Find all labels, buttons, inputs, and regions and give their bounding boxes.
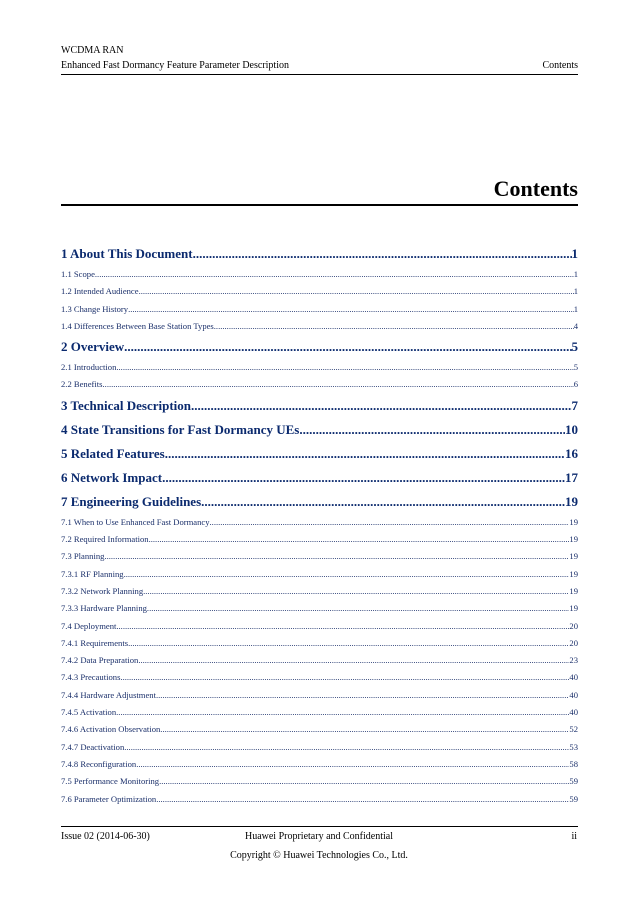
toc-section-link[interactable]	[61, 756, 578, 773]
header-divider	[61, 74, 578, 75]
toc-leader-dots	[143, 583, 569, 600]
footer-proprietary: Huawei Proprietary and Confidential	[244, 831, 393, 842]
toc-entry-label: 7.4.3 Precautions	[61, 672, 121, 683]
toc-section-link[interactable]	[61, 669, 578, 686]
toc-entry-label: 7.2 Required Information	[61, 534, 149, 545]
toc-entry-label: 7.5 Performance Monitoring	[61, 776, 160, 787]
toc-entry-label: 1.2 Intended Audience	[61, 286, 139, 297]
toc-leader-dots	[210, 514, 570, 531]
toc-entry-label: 1.1 Scope	[61, 269, 95, 279]
toc-leader-dots	[138, 652, 569, 669]
toc-leader-dots	[162, 466, 565, 490]
toc-entry-label: 4 State Transitions for Fast Dormancy UEs	[61, 421, 300, 437]
toc-entry-label: 1 About This Document	[61, 246, 193, 261]
toc-leader-dots	[95, 266, 574, 283]
toc-section-link[interactable]	[61, 652, 578, 669]
toc-entry-page: 4	[573, 320, 578, 331]
toc-entry-page: 23	[569, 655, 578, 666]
toc-leader-dots	[116, 359, 573, 376]
toc-leader-dots	[136, 756, 569, 773]
toc-entry-label: 7.3.3 Hardware Planning	[61, 603, 147, 614]
toc-entry-page: 19	[569, 534, 578, 545]
toc-entry-label: 7.4.5 Activation	[61, 707, 117, 718]
toc-entry-page: 19	[569, 516, 578, 527]
toc-section-link[interactable]	[61, 318, 578, 335]
toc-entry-label: 7.4 Deployment	[61, 620, 117, 631]
toc-entry-page: 17	[565, 469, 578, 485]
toc-leader-dots	[139, 283, 574, 300]
header-doc-line	[61, 60, 578, 72]
toc-entry-page: 20	[569, 620, 578, 631]
toc-chapter-link[interactable]	[61, 442, 578, 466]
toc-entry-label: 7.3 Planning	[61, 551, 105, 562]
toc-section-link[interactable]	[61, 739, 578, 756]
toc-entry-page: 40	[569, 707, 578, 718]
toc-entry-page: 19	[565, 493, 578, 509]
toc-section-link[interactable]	[61, 721, 578, 738]
toc-entry-label: 2.1 Introduction	[61, 362, 117, 373]
toc-leader-dots	[165, 442, 565, 466]
toc-leader-dots	[149, 531, 570, 548]
toc-section-link[interactable]	[61, 283, 578, 300]
toc-entry-label: 7.4.4 Hardware Adjustment	[61, 689, 156, 700]
toc-section-link[interactable]	[61, 600, 578, 617]
toc-entry-label: 3 Technical Description	[61, 397, 192, 413]
toc-section-link[interactable]	[61, 618, 578, 635]
toc-entry-label: 7.1 When to Use Enhanced Fast Dormancy	[61, 516, 210, 527]
toc-entry-label: 6 Network Impact	[61, 469, 163, 485]
toc-section-link[interactable]	[61, 583, 578, 600]
toc-entry-label: 7.4.6 Activation Observation	[61, 724, 161, 735]
toc-entry-label: 1.4 Differences Between Base Station Types	[61, 320, 214, 331]
toc-chapter-link[interactable]	[61, 242, 578, 266]
toc-entry-label: 7.4.1 Requirements	[61, 637, 129, 648]
toc-section-link[interactable]	[61, 531, 578, 548]
toc-section-link[interactable]	[61, 359, 578, 376]
header-doc-title: Enhanced Fast Dormancy Feature Parameter Description	[61, 60, 289, 71]
toc-entry-page: 16	[565, 445, 578, 461]
footer-page-number: ii	[571, 831, 577, 842]
toc-section-link[interactable]	[61, 266, 578, 283]
toc-entry-page: 19	[569, 585, 578, 596]
toc-leader-dots	[191, 394, 571, 418]
toc-leader-dots	[124, 566, 570, 583]
toc-entry-page: 40	[569, 672, 578, 683]
footer-divider	[61, 826, 578, 827]
toc-entry-page: 59	[569, 793, 578, 804]
toc-leader-dots	[159, 773, 569, 790]
toc-leader-dots	[160, 721, 569, 738]
toc-section-link[interactable]	[61, 301, 578, 318]
toc-entry-label: 7.4.7 Deactivation	[61, 741, 125, 752]
toc-entry-label: 7.3.2 Network Planning	[61, 585, 144, 596]
toc-entry-page: 7	[571, 397, 578, 413]
toc-leader-dots	[128, 301, 574, 318]
toc-leader-dots	[193, 242, 572, 266]
header-product: WCDMA RAN	[61, 45, 124, 56]
toc-entry-page: 20	[569, 637, 578, 648]
toc-leader-dots	[201, 490, 565, 514]
toc-entry-page: 52	[569, 724, 578, 735]
title-divider	[61, 204, 578, 206]
table-of-contents	[61, 242, 578, 808]
toc-section-link[interactable]	[61, 773, 578, 790]
toc-entry-page: 53	[569, 741, 578, 752]
toc-section-link[interactable]	[61, 791, 578, 808]
toc-leader-dots	[214, 318, 574, 335]
toc-section-link[interactable]	[61, 376, 578, 393]
toc-chapter-link[interactable]	[61, 335, 578, 359]
toc-leader-dots	[124, 335, 571, 359]
toc-section-link[interactable]	[61, 704, 578, 721]
footer-copyright: Copyright © Huawei Technologies Co., Ltd.	[230, 850, 408, 861]
toc-entry-label: 7.6 Parameter Optimization	[61, 793, 157, 804]
toc-entry-page: 19	[569, 603, 578, 614]
toc-entry-page: 58	[569, 758, 578, 769]
toc-section-link[interactable]	[61, 566, 578, 583]
toc-leader-dots	[116, 704, 569, 721]
toc-section-link[interactable]	[61, 548, 578, 565]
toc-chapter-link[interactable]	[61, 466, 578, 490]
footer-copyright-block	[0, 830, 638, 862]
toc-entry-page: 1	[573, 269, 578, 279]
toc-leader-dots	[124, 739, 569, 756]
footer-issue: Issue 02 (2014-06-30)	[61, 831, 150, 842]
toc-entry-label: 5 Related Features	[61, 445, 165, 461]
toc-entry-page: 5	[571, 339, 578, 355]
toc-leader-dots	[116, 618, 569, 635]
toc-entry-page: 1	[571, 246, 578, 261]
toc-leader-dots	[120, 669, 569, 686]
page-title: Contents	[493, 176, 578, 201]
toc-entry-label: 7.3.1 RF Planning	[61, 568, 124, 579]
toc-entry-page: 59	[569, 776, 578, 787]
toc-entry-page: 5	[573, 362, 578, 373]
toc-entry-label: 7.4.2 Data Preparation	[61, 655, 139, 666]
toc-entry-page: 1	[573, 286, 578, 297]
toc-section-link[interactable]	[61, 635, 578, 652]
toc-chapter-link[interactable]	[61, 418, 578, 442]
toc-entry-label: 2.2 Benefits	[61, 379, 103, 390]
toc-entry-label: 2 Overview	[61, 339, 125, 355]
toc-leader-dots	[299, 418, 565, 442]
toc-entry-page: 1	[573, 303, 578, 314]
toc-entry-page: 6	[573, 379, 578, 390]
toc-entry-page: 40	[569, 689, 578, 700]
toc-chapter-link[interactable]	[61, 394, 578, 418]
toc-entry-label: 7.4.8 Reconfiguration	[61, 758, 137, 769]
toc-section-link[interactable]	[61, 687, 578, 704]
toc-leader-dots	[147, 600, 569, 617]
toc-entry-label: 1.3 Change History	[61, 303, 129, 314]
toc-entry-page: 10	[565, 421, 578, 437]
toc-leader-dots	[128, 635, 569, 652]
toc-leader-dots	[103, 376, 574, 393]
toc-chapter-link[interactable]	[61, 490, 578, 514]
toc-leader-dots	[156, 791, 569, 808]
toc-entry-label: 7 Engineering Guidelines	[61, 493, 202, 509]
toc-entry-page: 19	[569, 568, 578, 579]
toc-leader-dots	[104, 548, 569, 565]
toc-leader-dots	[156, 687, 569, 704]
header-section: Contents	[542, 60, 578, 71]
toc-entry-page: 19	[569, 551, 578, 562]
toc-section-link[interactable]	[61, 514, 578, 531]
